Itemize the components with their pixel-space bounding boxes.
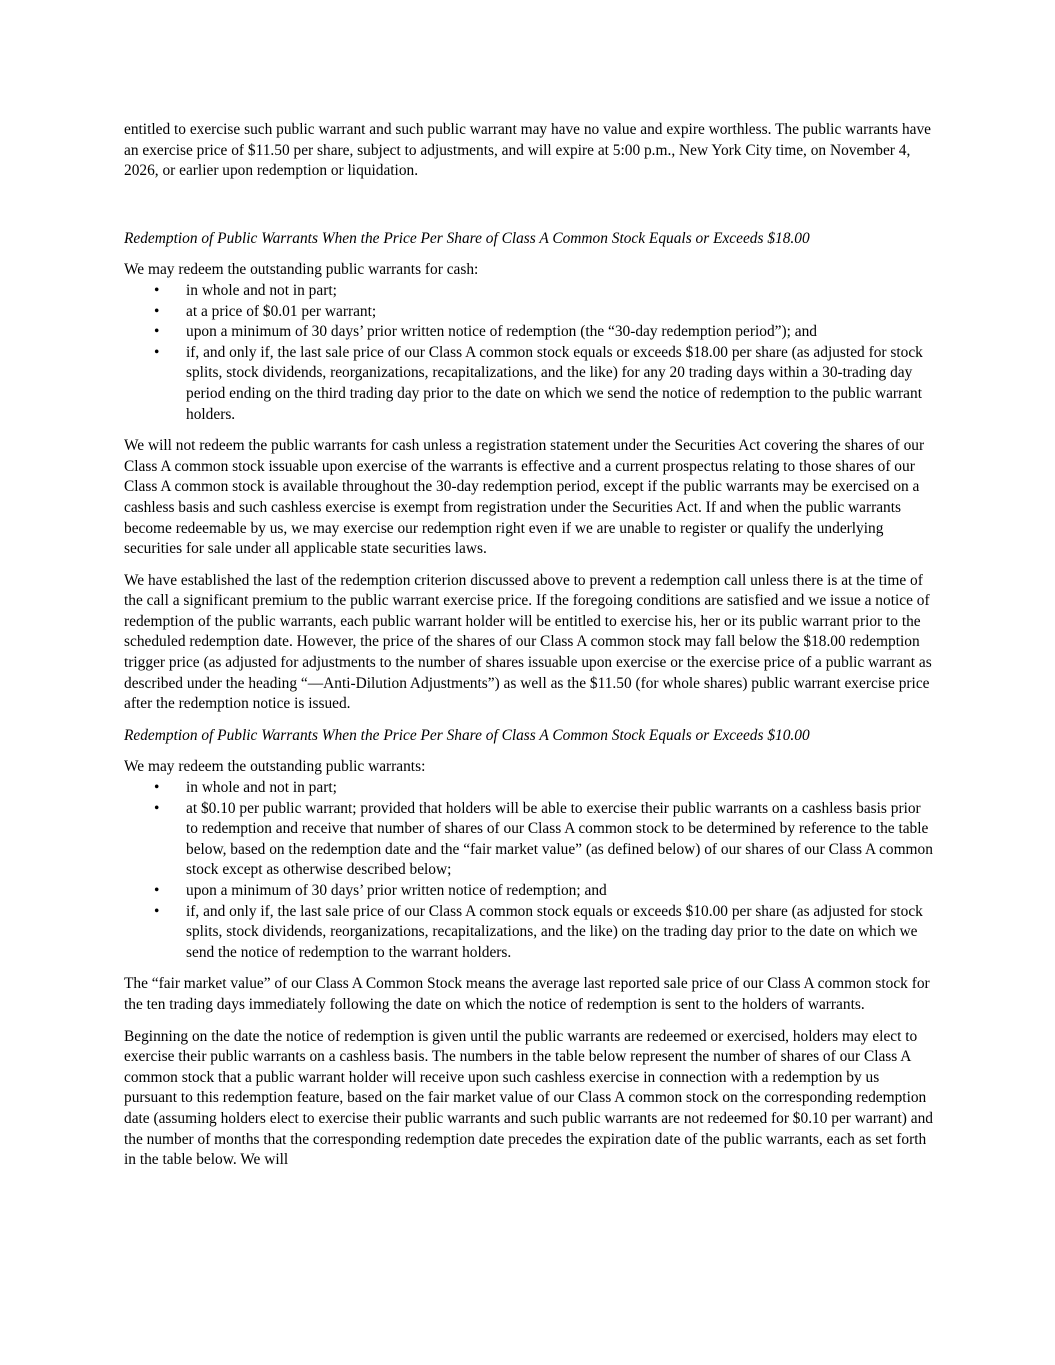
bullet-glyph: • [154,902,160,920]
bullet-glyph: • [154,779,160,797]
section-18-paragraph-registration: We will not redeem the public warrants for cash unless a registration statement under the Securities Act covering the shares of our Class A common stock issuable upon exercise of the warrants is effective and a current prospectus relating to those shares of our Class A common stock is available throughout the 30-day redemption period, except if the public warrants may be exercised on a cashless basis and such cashless exercise is exempt from registration under the Securities Act. If and when the public warrants become redeemable by us, we may exercise our redemption right even if we are unable to register or qualify the underlying securities for sale under all applicable state securities laws. [124,437,925,558]
list-item [124,322,936,343]
bullet-glyph: • [154,799,160,817]
section-heading-10: Redemption of Public Warrants When the Price Per Share of Class A Common Stock Equals or Exceeds $10.00 [124,726,810,744]
list-item [124,902,936,964]
list-item [124,302,936,323]
bullet-glyph: • [154,323,160,341]
list-item-text: in whole and not in part; [186,779,337,797]
section-10-bullet-list [124,778,936,963]
list-item-text: if, and only if, the last sale price of our Class A common stock equals or exceeds $10.00 per share (as adjusted for stock splits, stock dividends, reorganizations, recapitalizations, and the like) on the trading day prior to the date on which we send the notice of redemption to the warrant holders. [186,902,923,961]
section-18-bullet-list [124,281,936,425]
section-heading-18: Redemption of Public Warrants When the Price Per Share of Class A Common Stock Equals or Exceeds $18.00 [124,229,810,247]
list-item [124,281,936,302]
list-item-text: upon a minimum of 30 days’ prior written notice of redemption; and [186,882,607,899]
section-10-intro: We may redeem the outstanding public warrants: [124,758,426,776]
section-10-paragraph-fair-market-value: The “fair market value” of our Class A Common Stock means the average last reported sale price of our Class A common stock for the ten trading days immediately following the date on which the notice of redemption is sent to the holders of warrants. [124,975,930,1013]
list-item-text: at $0.10 per public warrant; provided that holders will be able to exercise their public warrants on a cashless basis prior to redemption and receive that number of shares of our Class A common stock to be determined by reference to the table below, based on the redemption date and the “fair market value” (as defined below) of our shares of our Class A common stock except as otherwise described below; [186,799,933,879]
bullet-glyph: • [154,343,160,361]
bullet-glyph: • [154,281,160,299]
list-item [124,343,936,425]
continuation-paragraph: entitled to exercise such public warrant and such public warrant may have no value and expire worthless. The public warrants have an exercise price of $11.50 per share, subject to adjustments, and will expire at 5:00 p.m., New York City time, on November 4, 2026, or earlier upon redemption or liquidation. [124,121,932,180]
list-item [124,799,936,881]
list-item [124,778,936,799]
document-page [124,120,936,1182]
list-item-text: at a price of $0.01 per warrant; [186,302,377,320]
bullet-glyph: • [154,302,160,320]
bullet-glyph: • [154,882,160,899]
list-item-text: if, and only if, the last sale price of our Class A common stock equals or exceeds $18.00 per share (as adjusted for stock splits, stock dividends, reorganizations, recapitalizations, and the like) for any 20 trading days within a 30-trading day period ending on the third trading day prior to the date on which we send the notice of redemption to the public warrant holders. [186,343,923,423]
section-18-intro: We may redeem the outstanding public warrants for cash: [124,261,479,279]
section-18-paragraph-criterion: We have established the last of the redemption criterion discussed above to prevent a redemption call unless there is at the time of the call a significant premium to the public warrant exercise price. If the foregoing conditions are satisfied and we issue a notice of redemption of the public warrants, each public warrant holder will be entitled to exercise his, her or its public warrant prior to the scheduled redemption date. However, the price of the shares of our Class A common stock may fall below the $18.00 redemption trigger price (as adjusted for adjustments to the number of shares issuable upon exercise or the exercise price of a public warrant as described under the heading “—Anti-Dilution Adjustments”) as well as the $11.50 (for whole shares) public warrant exercise price after the redemption notice is issued. [124,571,932,713]
list-item-text: in whole and not in part; [186,281,337,299]
section-10-paragraph-cashless-exercise: Beginning on the date the notice of redemption is given until the public warrants are redeemed or exercised, holders may elect to exercise their public warrants on a cashless basis. The numbers in the table below represent the number of shares of our Class A common stock that a public warrant holder will receive upon such cashless exercise in connection with a redemption by us pursuant to this redemption feature, based on the fair market value of our Class A common stock on the corresponding redemption date (assuming holders elect to exercise their public warrants and such public warrants are not redeemed for $0.10 per warrant) and the number of months that the corresponding redemption date precedes the expiration date of the public warrants, each as set forth in the table below. We will [124,1027,933,1169]
list-item-text: upon a minimum of 30 days’ prior written notice of redemption (the “30-day redemption period”); and [186,323,817,341]
list-item [124,881,936,902]
